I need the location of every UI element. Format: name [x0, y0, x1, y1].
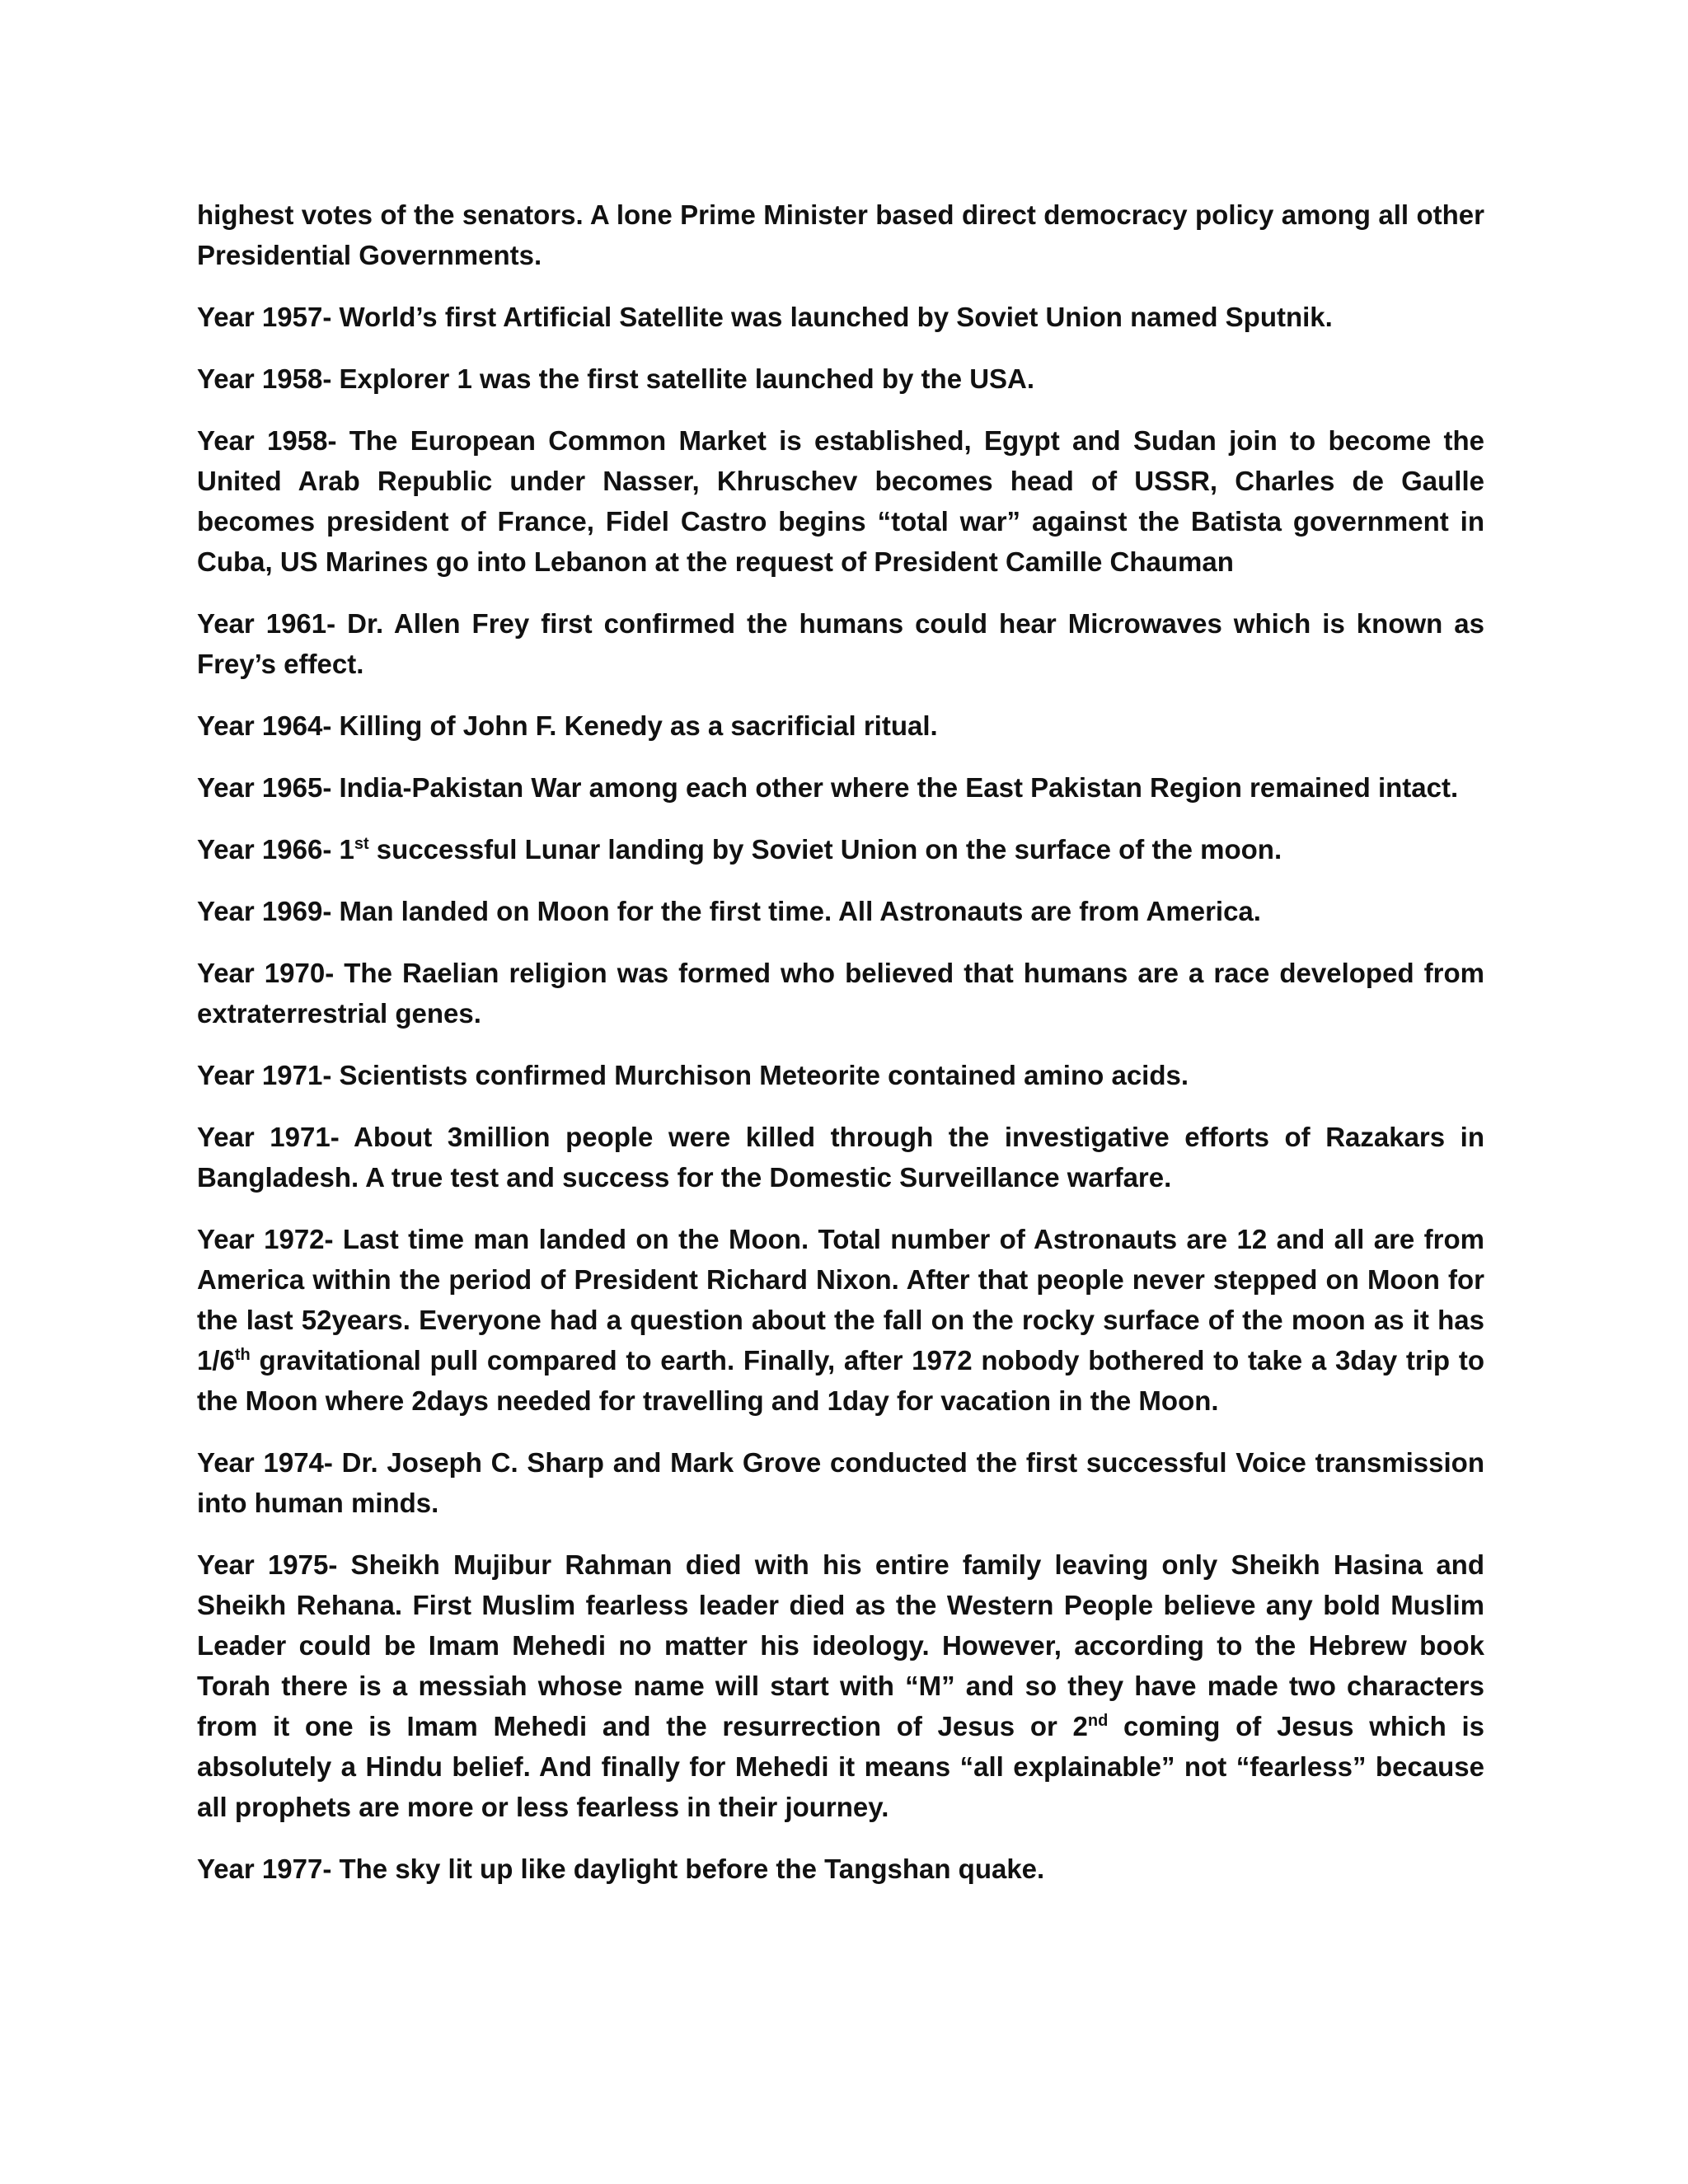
superscript: th [234, 1346, 251, 1364]
text-run: coming of Jesus which is absolutely a Hindu belief. And finally for Mehedi it means “all explainable” not “fearless” because all prophets are more or less fearless in their journey. [197, 1711, 1484, 1822]
superscript: nd [1087, 1712, 1109, 1730]
paragraph-1975-mujib [197, 1544, 1484, 1827]
document-page [197, 194, 1484, 1910]
paragraph-1958-events: Year 1958- The European Common Market is established, Egypt and Sudan join to become the United Arab Republic under Nasser, Khruschev becomes head of USSR, Charles de Gaulle becomes president of France, Fidel Castro begins “total war” against the Batista government in Cuba, US Marines go into Lebanon at the request of President Camille Chauman [197, 425, 1484, 577]
superscript: st [354, 835, 369, 853]
text-run: gravitational pull compared to earth. Finally, after 1972 nobody bothered to take a 3day trip to the Moon where 2days needed for travelling and 1day for vacation in the Moon. [197, 1345, 1484, 1416]
paragraph-1957-sputnik: Year 1957- World’s first Artificial Satellite was launched by Soviet Union named Sputnik. [197, 302, 1333, 332]
paragraph-1971-meteorite: Year 1971- Scientists confirmed Murchison Meteorite contained amino acids. [197, 1060, 1189, 1090]
paragraph-1958-explorer: Year 1958- Explorer 1 was the first satellite launched by the USA. [197, 363, 1035, 394]
paragraph-1977-tangshan: Year 1977- The sky lit up like daylight before the Tangshan quake. [197, 1854, 1045, 1884]
paragraph-senate-policy: highest votes of the senators. A lone Prime Minister based direct democracy policy among all other Presidential Governments. [197, 199, 1484, 270]
paragraph-1961-frey: Year 1961- Dr. Allen Frey first confirmed the humans could hear Microwaves which is known as Frey’s effect. [197, 608, 1484, 679]
paragraph-1972-moon [197, 1219, 1484, 1421]
paragraph-1966-lunar [197, 829, 1484, 869]
text-run: Year 1975- Sheikh Mujibur Rahman died with his entire family leaving only Sheikh Hasina and Sheikh Rehana. First Muslim fearless leader died as the Western People believe any bold Muslim Leader could be Imam Mehedi no matter his ideology. However, according to the Hebrew book Torah there is a messiah whose name will start with “M” and so they have made two characters from it one is Imam Mehedi and the resurrection of Jesus or 2 [197, 1549, 1484, 1741]
paragraph-1964-kennedy: Year 1964- Killing of John F. Kenedy as a sacrificial ritual. [197, 710, 938, 741]
paragraph-1970-raelian: Year 1970- The Raelian religion was formed who believed that humans are a race developed from extraterrestrial genes. [197, 958, 1484, 1029]
text-run: Year 1966- 1 [197, 834, 354, 865]
text-run: successful Lunar landing by Soviet Union on the surface of the moon. [368, 834, 1282, 865]
paragraph-1965-war: Year 1965- India-Pakistan War among each other where the East Pakistan Region remained intact. [197, 772, 1459, 803]
paragraph-1974-voice: Year 1974- Dr. Joseph C. Sharp and Mark Grove conducted the first successful Voice transmission into human minds. [197, 1447, 1484, 1518]
text-run: Year 1972- Last time man landed on the Moon. Total number of Astronauts are 12 and all are from America within the period of President Richard Nixon. After that people never stepped on Moon for the last 52years. Everyone had a question about the fall on the rocky surface of the moon as it has 1/6 [197, 1224, 1484, 1376]
paragraph-1971-bangladesh: Year 1971- About 3million people were killed through the investigative efforts of Razakars in Bangladesh. A true test and success for the Domestic Surveillance warfare. [197, 1122, 1484, 1193]
paragraph-1969-moon: Year 1969- Man landed on Moon for the first time. All Astronauts are from America. [197, 896, 1261, 926]
